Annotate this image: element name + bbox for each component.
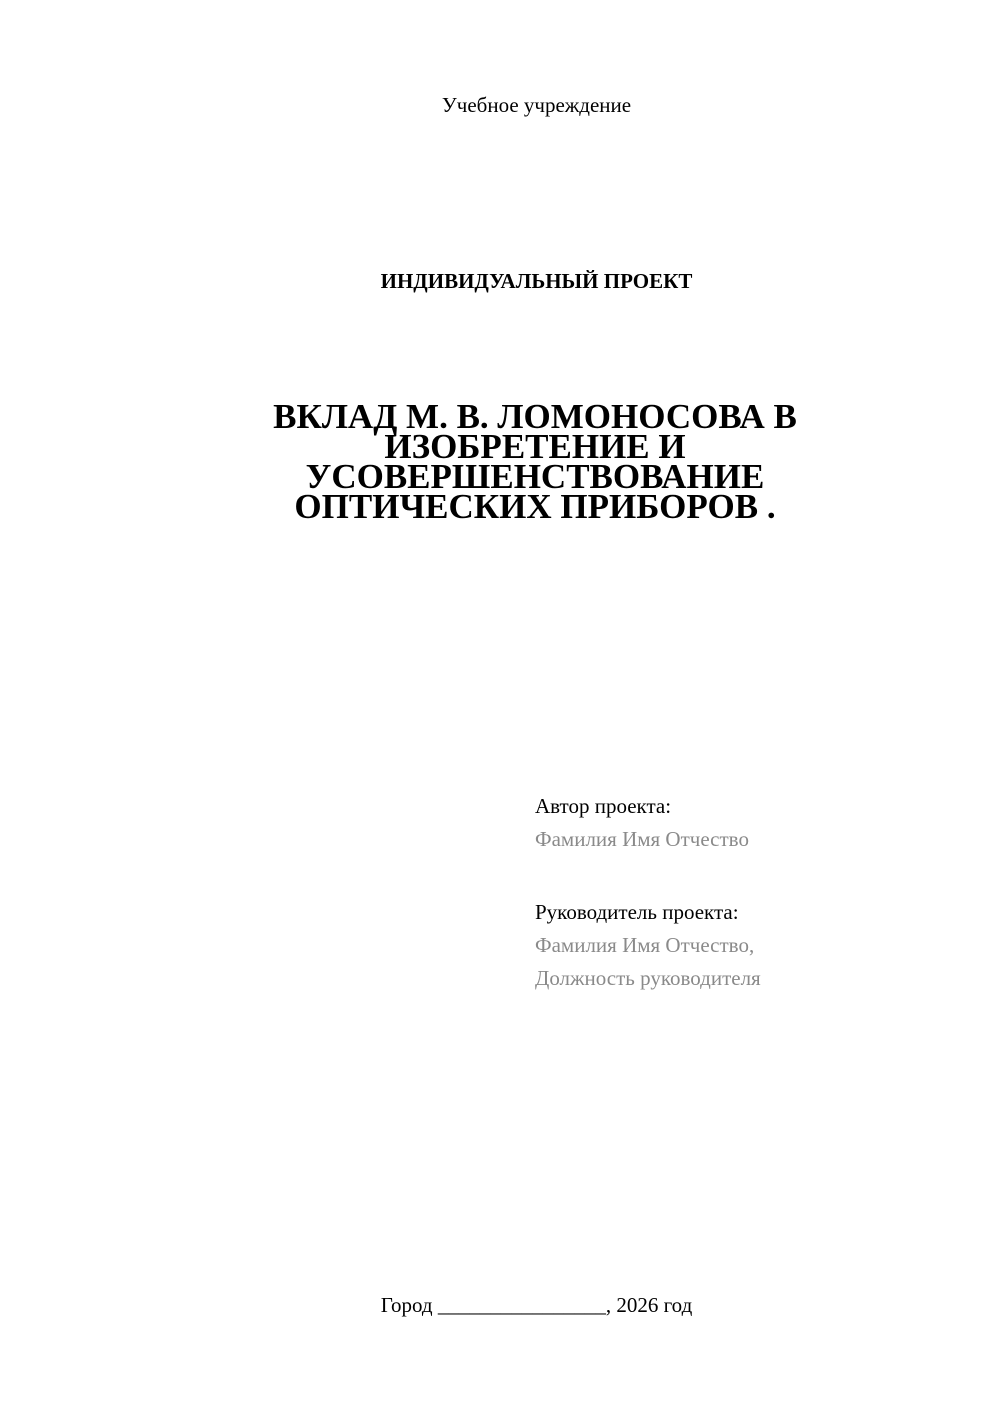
project-title	[240, 397, 830, 526]
project-title-line: ИЗОБРЕТЕНИЕ И	[384, 427, 686, 466]
supervisor-name: Фамилия Имя Отчество,	[535, 933, 755, 957]
project-title-line: ОПТИЧЕСКИХ ПРИБОРОВ .	[294, 487, 776, 526]
project-credits	[535, 790, 761, 995]
supervisor-position: Должность руководителя	[535, 966, 761, 990]
supervisor-label: Руководитель проекта:	[535, 900, 739, 924]
author-label: Автор проекта:	[535, 794, 672, 818]
project-title-line: ВКЛАД М. В. ЛОМОНОСОВА В	[273, 397, 797, 436]
credits-spacer	[535, 856, 761, 896]
institution-name: Учебное учреждение	[441, 93, 632, 117]
author-name: Фамилия Имя Отчество	[535, 827, 749, 851]
city-year-line: Город ________________, 2026 год	[380, 1293, 693, 1317]
project-type-heading: ИНДИВИДУАЛЬНЫЙ ПРОЕКТ	[380, 269, 693, 293]
project-title-line: УСОВЕРШЕНСТВОВАНИЕ	[305, 457, 765, 496]
